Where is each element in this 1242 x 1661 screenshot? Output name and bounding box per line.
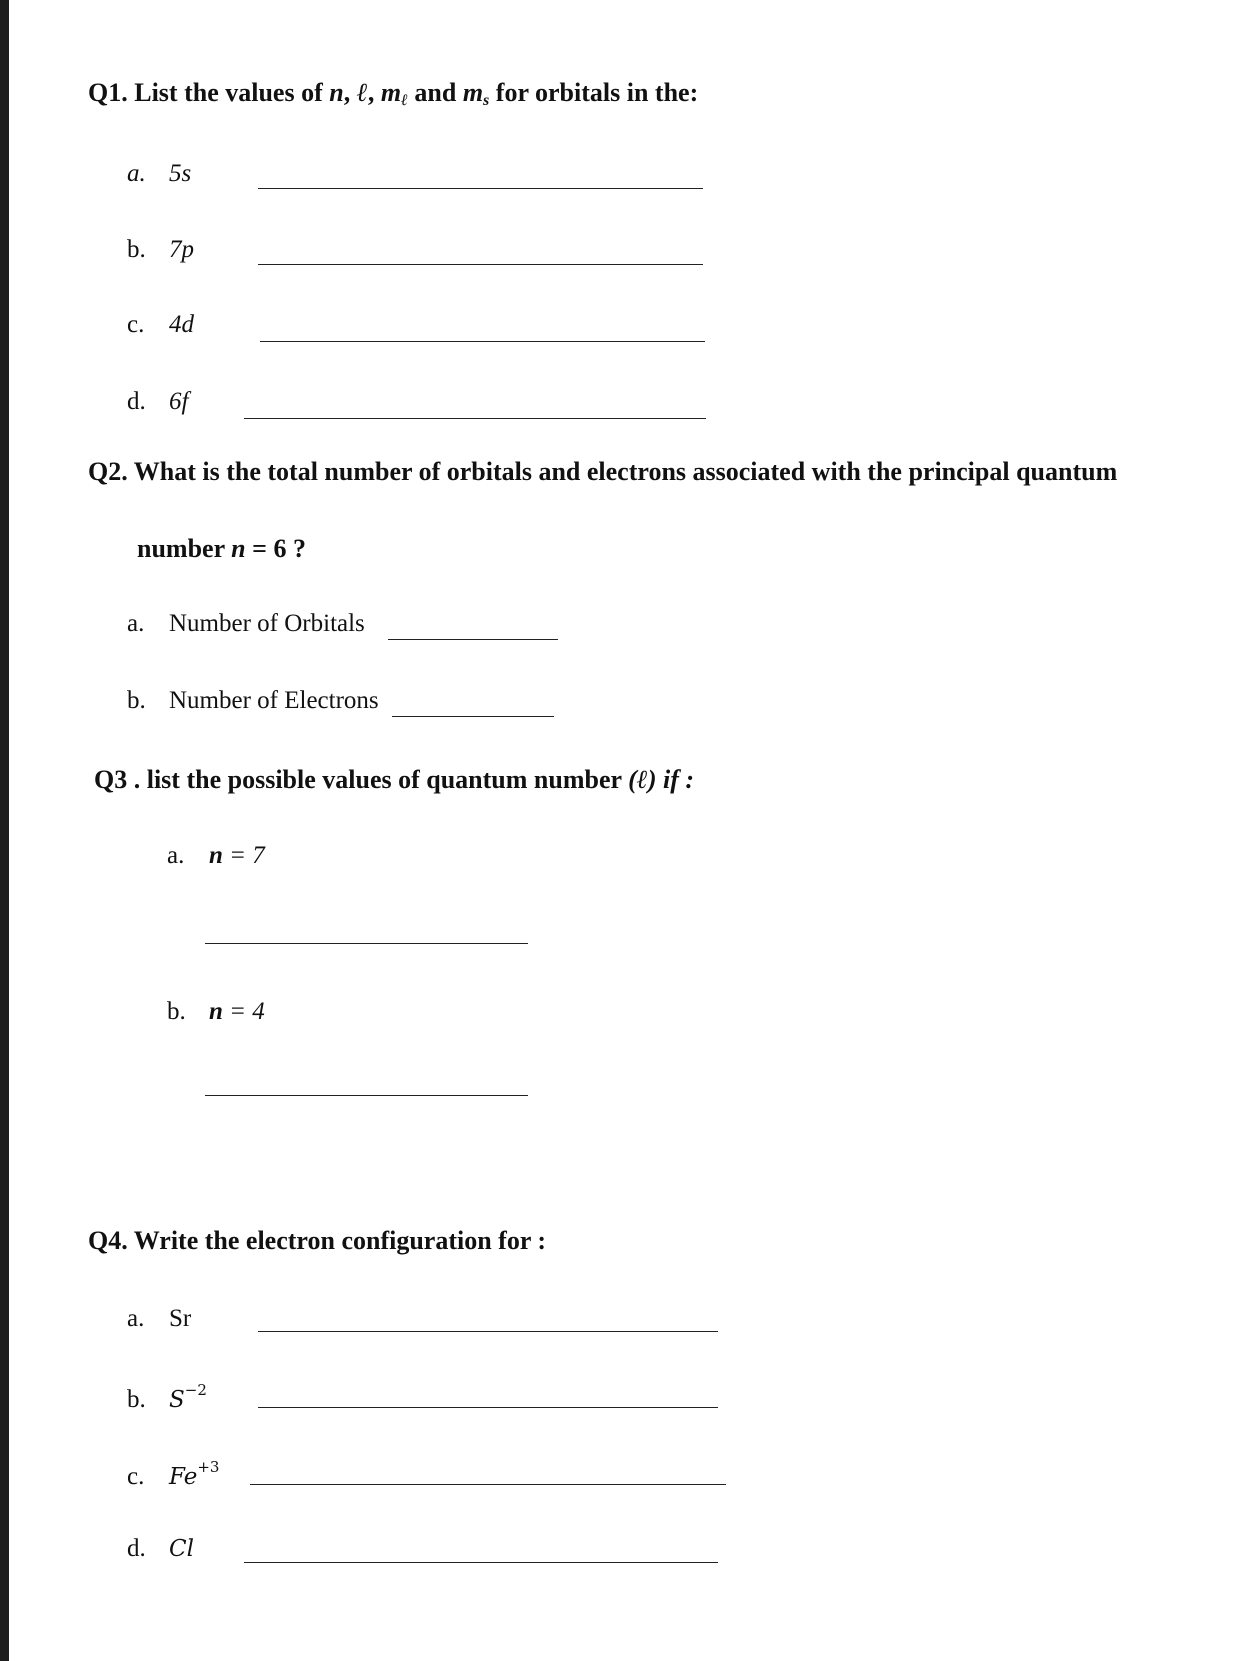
q2-heading-line2: number n = 6 ?: [137, 534, 306, 563]
q1-n-symbol: n: [329, 78, 344, 107]
q3-answer-line-a[interactable]: [205, 943, 528, 944]
q1-and: and: [414, 78, 457, 107]
q1-answer-line-b[interactable]: [258, 264, 703, 265]
q1-answer-line-a[interactable]: [258, 188, 703, 189]
q1-number: Q1.: [88, 78, 128, 107]
q2-text: What is the total number of orbitals and electrons associated with the principal quantum: [133, 457, 1118, 486]
q3-l-symbol: (ℓ): [628, 765, 657, 794]
q1-item-c: c. 4d: [127, 311, 194, 338]
q1-item-b: b. 7p: [127, 236, 194, 263]
q2-item-a: a. Number of Orbitals: [127, 610, 365, 637]
q1-ml-symbol: $m_\ell$: [380, 78, 408, 109]
q4-answer-line-b[interactable]: [258, 1407, 718, 1408]
q3-item-a: a. n = 7: [167, 842, 265, 869]
q4-text: Write the electron configuration for :: [133, 1226, 547, 1255]
q4-item-b: b. $S^{-2}$: [127, 1381, 207, 1413]
q1-text-a: List the values of: [134, 78, 323, 107]
q1-ms-symbol: $m_s$: [462, 78, 490, 109]
q2-heading: [88, 457, 1117, 487]
q4-answer-line-c[interactable]: [250, 1484, 726, 1485]
q1-answer-line-d[interactable]: [244, 418, 706, 419]
q4-item-d: d. Cl: [127, 1535, 194, 1562]
q1-item-a: a. 5s: [127, 160, 192, 187]
page-left-edge: [0, 0, 9, 1661]
q2-answer-line-b[interactable]: [392, 716, 554, 717]
q2-number: Q2.: [88, 457, 128, 486]
q3-number: Q3 .: [94, 765, 141, 794]
q4-item-c: c. $Fe^{+3}$: [127, 1458, 220, 1490]
q2-n-symbol: n: [231, 534, 246, 563]
q1-text-b: for orbitals in the:: [495, 78, 699, 107]
q1-l-symbol: ℓ: [356, 78, 368, 107]
q3-heading: [94, 765, 694, 795]
q4-heading: [88, 1226, 546, 1256]
q4-number: Q4.: [88, 1226, 128, 1255]
q3-item-b: b. n = 4: [167, 998, 265, 1025]
q4-answer-line-d[interactable]: [244, 1562, 718, 1563]
q1-heading: Q1. List the values of n, ℓ, $m_\ell$ and $m_s$ for orbitals in the:: [88, 78, 699, 109]
q3-if: if :: [663, 765, 695, 794]
q1-answer-line-c[interactable]: [260, 341, 705, 342]
q4-answer-line-a[interactable]: [258, 1331, 718, 1332]
q2-answer-line-a[interactable]: [388, 639, 558, 640]
q3-answer-line-b[interactable]: [205, 1095, 528, 1096]
q1-item-d: d. 6f: [127, 388, 189, 415]
q2-item-b: b. Number of Electrons: [127, 687, 379, 714]
q3-text: list the possible values of quantum number: [146, 765, 622, 794]
q4-item-a: a. Sr: [127, 1305, 192, 1332]
